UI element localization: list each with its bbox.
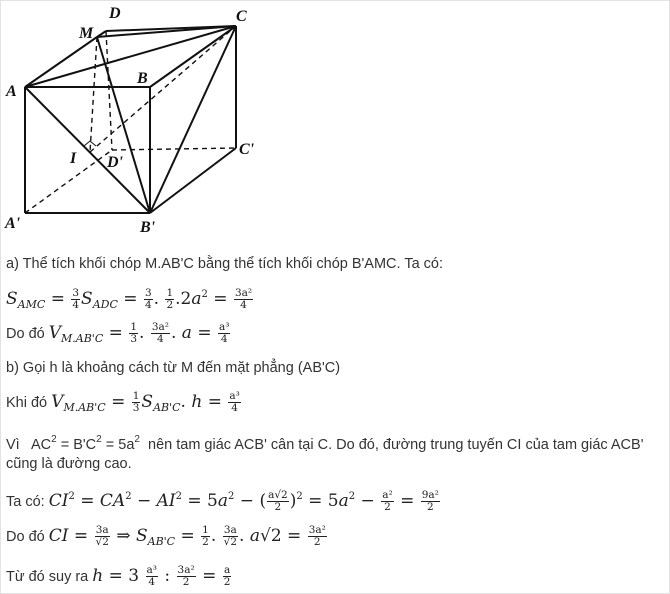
vi-rest: nên tam giác ACB' cân tại C. Do đó, đường trung tuyến CI của tam giác ACB' [148, 437, 644, 453]
formula-s-amc: $S_{AMC}$ = $\frac{3}{4}$ $S_{ADC}$ = $\frac{3}{4}$ . $\frac{1}{2}$ $.2a^2$ = $\frac{\text{3a²}}{4}$ [6, 287, 253, 311]
do-do-label: Do đó [6, 326, 45, 342]
label-Ap: A' [5, 215, 21, 232]
do-do-label-2: Do đó [6, 529, 45, 545]
label-A: A [6, 83, 17, 100]
part-a-intro: a) Thể tích khối chóp M.AB'C bằng thể tích khối chóp B'AMC. Ta có: [6, 256, 444, 272]
formula-h: Từ đó suy ra h = 3 $\frac{\text{a³}}{4}$ : $\frac{\text{3a²}}{2}$ = $\frac{a}{2}$ [6, 564, 231, 588]
formula-ci-squared: Ta có: $CI^2 = CA^2 - AI^2 = 5a^2$ − ( $\frac{a√2}{2}$ )$^2 = 5a^2$ − $\frac{\text{a²}}{2}$ = $\frac{\text{9a²}}{2}$ [6, 489, 439, 513]
vi-eq-bc: = B'C [60, 437, 97, 453]
cube-figure [0, 0, 300, 240]
formula-ci: Do đó CI = $\frac{3a}{√2}$ ⇒ $S_{AB'C}$ = $\frac{1}{2}$ . $\frac{3a}{√2}$ . a√2 = $\frac{\text{3a²}}{2}$ [6, 524, 326, 548]
edge-Ap-Dp [25, 150, 112, 213]
vi-eq-ac: AC [31, 437, 52, 453]
formula-v-h: Khi đó $V_{M.AB'C}$ = $\frac{1}{3}$ $S_{AB'C}$. h = $\frac{\text{a³}}{4}$ [6, 390, 240, 414]
label-Dp: D' [107, 154, 123, 171]
edge-M-I [90, 37, 97, 152]
edge-C-Bp [150, 26, 236, 213]
edge-D-Dp [106, 31, 112, 150]
part-b-intro: b) Gọi h là khoảng cách từ M đến mặt phẳng (AB'C) [6, 360, 341, 376]
ta-co-label: Ta có: [6, 494, 45, 510]
label-B: B [137, 70, 148, 87]
vi-eq-5a: = 5a [105, 437, 135, 453]
label-Bp: B' [140, 219, 156, 236]
label-M: M [79, 25, 94, 42]
edge-B-C [150, 26, 236, 87]
vi-statement: Vì $AC^2 = B'C^2 = 5a^2$ nên tam giác ACB' cân tại C. Do đó, đường trung tuyến CI của tam giác ACB' [6, 434, 644, 453]
vi-label: Vì [6, 437, 20, 453]
label-I: I [70, 150, 77, 167]
vi-statement-line2: cũng là đường cao. [6, 456, 132, 472]
formula-v-mabc: Do đó $V_{M.AB'C}$ = $\frac{1}{3}$ . $\frac{\text{3a²}}{4}$ . a = $\frac{\text{a³}}{4}$ [6, 321, 230, 345]
edge-A-M [25, 37, 97, 87]
label-Cp: C' [239, 141, 255, 158]
tu-do-label: Từ đó suy ra [6, 569, 89, 585]
label-C: C [236, 8, 247, 25]
edge-Bp-Cp [150, 148, 236, 213]
label-D: D [109, 5, 121, 22]
khi-do-label: Khi đó [6, 395, 48, 411]
